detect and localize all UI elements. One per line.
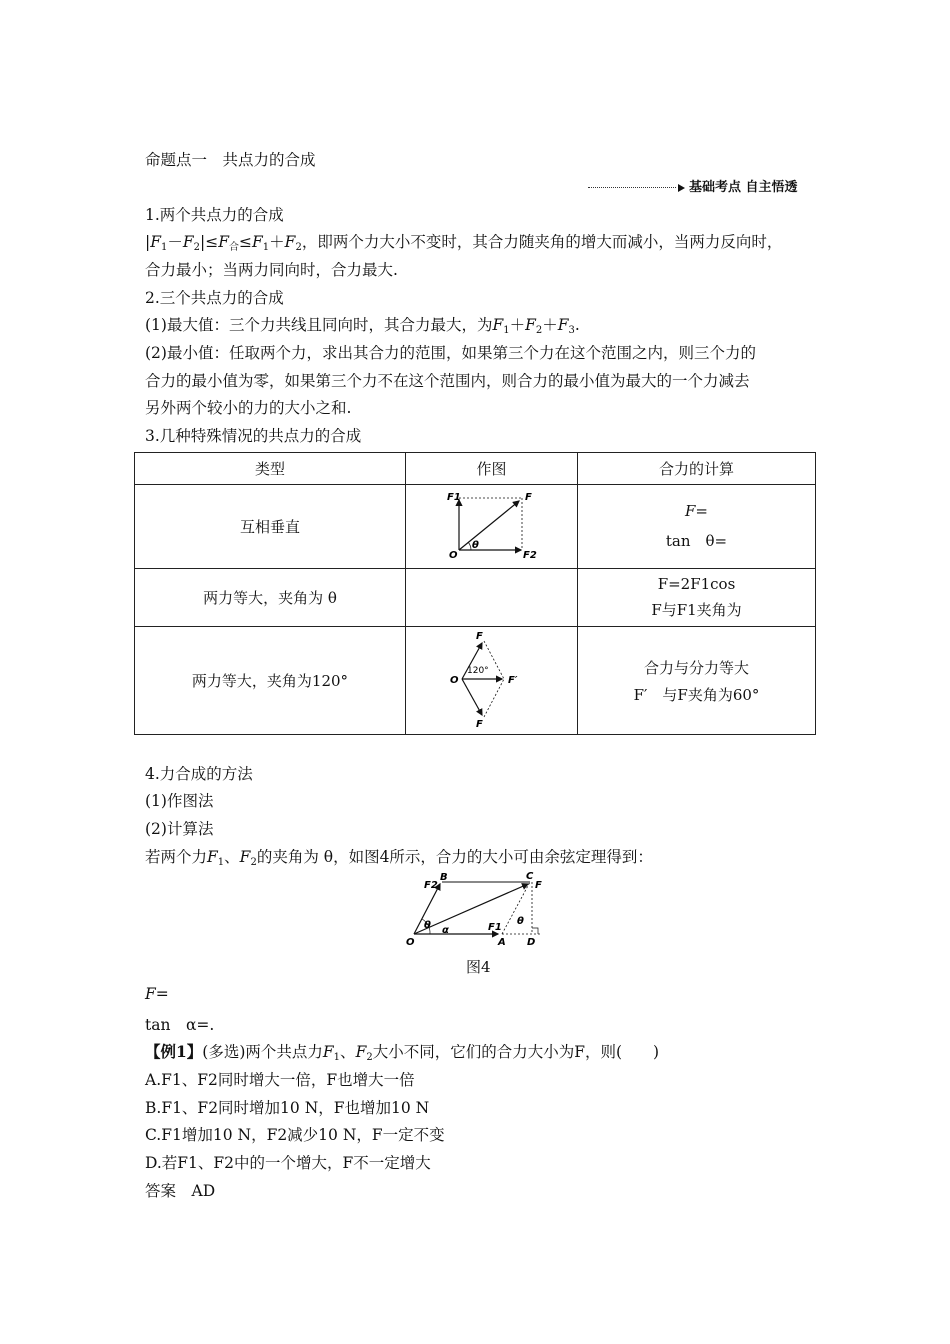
label-theta-1: θ	[424, 920, 431, 931]
table-header-figure: 作图	[406, 453, 578, 485]
p3-heading: 3.几种特殊情况的共点力的合成	[145, 427, 362, 445]
row1-calc-tan: tan θ=	[665, 532, 728, 550]
table-header-calc: 合力的计算	[578, 453, 816, 485]
label-theta-2: θ	[517, 916, 524, 927]
label-f-prime: F′	[507, 674, 517, 686]
table-row	[135, 627, 816, 735]
row3-calc-equal: 合力与分力等大	[643, 658, 749, 677]
lower-f-vector	[462, 679, 482, 715]
example-stem: 【例1】(多选)两个共点力$F_1$、$F_2$大小不同，它们的合力大小为F，则( )	[145, 1042, 660, 1063]
label-o: O	[449, 674, 459, 686]
label-f-bottom: F	[475, 718, 483, 729]
p1-line2: 合力最小；当两力同向时，合力最大.	[145, 261, 398, 279]
label-f-top: F	[475, 630, 483, 642]
row2-type: 两力等大，夹角为 θ	[135, 569, 406, 627]
table-row	[135, 569, 816, 627]
option-b: B.F1、F2同时增加10 N，F也增加10 N	[145, 1099, 430, 1117]
p4-method1: (1)作图法	[145, 792, 214, 810]
row1-calc-f: F=	[685, 502, 708, 520]
formula-tan: tan α=.	[145, 1016, 215, 1034]
p2-heading: 2.三个共点力的合成	[145, 289, 284, 307]
option-d: D.若F1、F2中的一个增大，F不一定增大	[145, 1154, 431, 1172]
label-b: B	[440, 872, 448, 883]
p1-heading: 1.两个共点力的合成	[145, 206, 284, 224]
p2-max-label: (1)最大值：三个力共线且同向时，其合力最大，为	[145, 316, 493, 334]
label-theta: θ	[471, 539, 479, 551]
right-angle-mark	[532, 928, 538, 934]
p2-min-line2: 合力的最小值为零，如果第三个力不在这个范围内，则合力的最小值为最大的一个力减去	[145, 372, 750, 390]
table-header-row	[135, 453, 816, 485]
equal-forces-120-diagram	[442, 629, 542, 729]
formula-f: F=	[145, 985, 169, 1003]
p1-line1: $|F_1-F_2|\le F_合\le F_1+F_2$，即两个力大小不变时，其合力随夹角的增大而减小，当两力反向时，	[145, 233, 783, 253]
row3-figure	[406, 627, 578, 735]
theta-arc	[468, 542, 471, 550]
example-tag: 【例1】	[145, 1042, 203, 1061]
label-o: O	[448, 549, 458, 560]
p2-min-line3: 另外两个较小的力的大小之和.	[145, 399, 352, 417]
resultant-vector	[459, 501, 519, 550]
banner-text: 基础考点 自主悟透	[689, 180, 798, 195]
p1-line1-tail: ，即两个力大小不变时，其合力随夹角的增大而减小，当两力反向时，	[301, 233, 783, 251]
row3-type: 两力等大，夹角为120°	[135, 627, 406, 735]
label-f: F	[524, 491, 532, 503]
section-banner	[588, 176, 798, 195]
row1-type: 互相垂直	[135, 485, 406, 569]
banner-dotted-line	[588, 187, 676, 188]
row2-calc-angle: F与F1夹角为	[651, 601, 742, 619]
label-o: O	[406, 937, 415, 948]
example-stem-tail: 大小不同，它们的合力大小为F，则( )	[372, 1043, 660, 1061]
figure-4-caption: 图4	[466, 958, 491, 976]
example-stem-prefix: (多选)两个共点力	[202, 1043, 323, 1061]
label-f1: F1	[446, 491, 461, 503]
row1-calc	[578, 485, 816, 569]
p4-desc-tail: 的夹角为 θ，如图4所示，合力的大小可由余弦定理得到：	[256, 848, 653, 866]
label-f2: F2	[424, 880, 438, 891]
table-row	[135, 485, 816, 569]
label-a: A	[498, 937, 506, 948]
row2-calc-f: F=2F1cos	[657, 575, 736, 593]
resultant-vector	[414, 884, 528, 934]
table-header-type: 类型	[135, 453, 406, 485]
label-f1: F1	[488, 922, 502, 933]
row3-calc	[578, 627, 816, 735]
label-120: 120°	[466, 665, 489, 676]
p2-max: (1)最大值：三个力共线且同向时，其合力最大，为$F_1+F_2+F_3$.	[145, 316, 580, 336]
p2-min-line1: (2)最小值：任取两个力，求出其合力的范围，如果第三个力在这个范围之内，则三个力的	[145, 344, 756, 362]
label-d: D	[527, 937, 536, 948]
p4-desc: 若两个力$F_1$、$F_2$的夹角为 θ，如图4所示，合力的大小可由余弦定理得到：	[145, 848, 653, 868]
p4-method2: (2)计算法	[145, 820, 214, 838]
row1-figure	[406, 485, 578, 569]
figure-4-diagram	[400, 868, 560, 948]
row2-figure	[406, 569, 578, 627]
dashed-lower	[484, 679, 504, 717]
option-c: C.F1增加10 N，F2减少10 N，F一定不变	[145, 1126, 445, 1144]
label-f: F	[535, 880, 542, 891]
row3-calc-angle: F′ 与F夹角为60°	[633, 685, 760, 704]
label-alpha: α	[442, 925, 449, 936]
answer: 答案 AD	[145, 1182, 216, 1200]
label-c: C	[526, 871, 534, 882]
arrow-right-icon	[678, 184, 685, 192]
option-a: A.F1、F2同时增大一倍，F也增大一倍	[145, 1071, 415, 1089]
label-f2: F2	[522, 549, 537, 560]
perpendicular-forces-diagram	[437, 490, 547, 560]
special-cases-table	[134, 452, 816, 735]
row2-calc	[578, 569, 816, 627]
section-title: 命题点一 共点力的合成	[145, 151, 316, 169]
p4-heading: 4.力合成的方法	[145, 765, 253, 783]
